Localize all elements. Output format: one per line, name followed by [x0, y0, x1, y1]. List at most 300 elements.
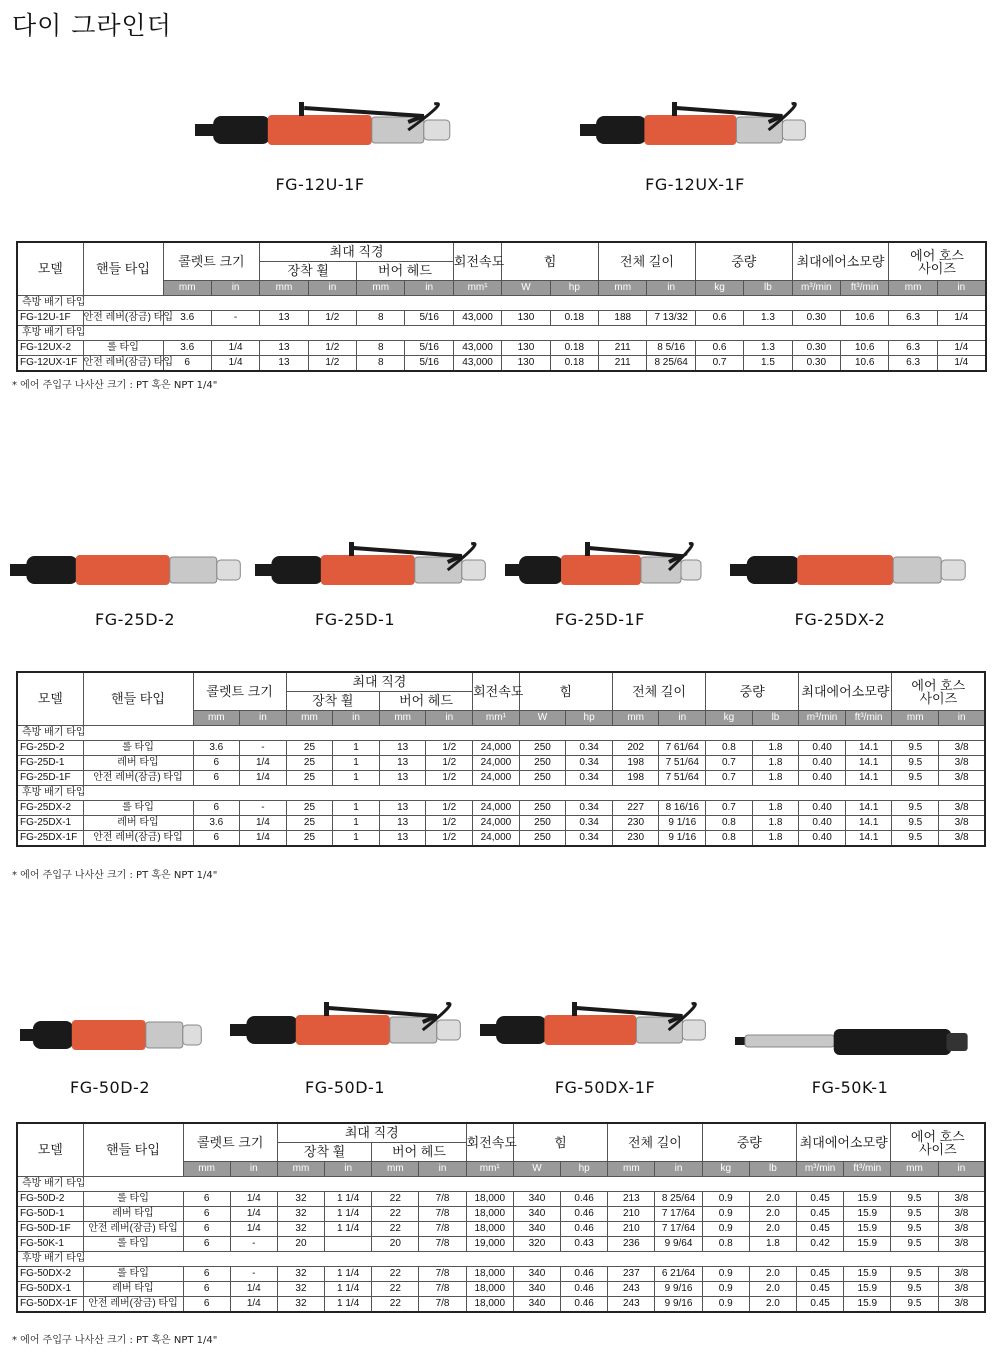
value-cell: 198 [612, 756, 659, 771]
table-row [17, 816, 985, 831]
value-cell: 236 [608, 1237, 655, 1252]
value-cell: 0.46 [561, 1282, 608, 1297]
value-cell: 0.40 [799, 756, 846, 771]
value-cell: 13 [379, 801, 426, 816]
handle-cell: 롤 타입 [83, 801, 193, 816]
value-cell: 3.6 [163, 341, 211, 356]
value-cell: 1 1/4 [325, 1207, 372, 1222]
model-cell: FG-12UX-2 [17, 341, 83, 356]
header-model: 모델 [17, 672, 83, 726]
value-cell: 9.5 [891, 1237, 938, 1252]
unit-cell: in [230, 1162, 277, 1177]
value-cell: 5/16 [405, 356, 453, 372]
value-cell: 8 25/64 [655, 1192, 702, 1207]
value-cell: 3/8 [938, 1267, 985, 1282]
value-cell: 250 [519, 831, 566, 847]
value-cell: 3/8 [939, 756, 986, 771]
value-cell: 1 [333, 756, 380, 771]
unit-cell: mm [599, 281, 647, 296]
model-cell: FG-50DX-1F [17, 1297, 83, 1313]
value-cell: 10.6 [841, 341, 889, 356]
value-cell: 1/4 [240, 771, 287, 786]
value-cell: 5/16 [405, 311, 453, 326]
header-power: 힘 [519, 672, 612, 711]
value-cell: 1/2 [426, 801, 473, 816]
unit-cell: mm [612, 711, 659, 726]
value-cell: 3/8 [939, 831, 986, 847]
lever-grinder-icon [505, 530, 705, 610]
value-cell: 32 [277, 1222, 324, 1237]
unit-cell: mm [183, 1162, 230, 1177]
value-cell: 7/8 [419, 1222, 466, 1237]
unit-cell: in [655, 1162, 702, 1177]
note-1: * 에어 주입구 나사산 크기 : PT 혹은 NPT 1/4" [12, 380, 218, 391]
value-cell: 0.40 [799, 741, 846, 756]
value-cell: 1 1/4 [325, 1297, 372, 1313]
value-cell: 10.6 [841, 356, 889, 372]
value-cell: 0.9 [702, 1207, 749, 1222]
value-cell: 9.5 [892, 801, 939, 816]
unit-cell: in [647, 281, 695, 296]
header-hose-line2: 사이즈 [918, 1141, 957, 1157]
value-cell: 0.45 [797, 1192, 844, 1207]
value-cell: 25 [286, 756, 333, 771]
lever-grinder-icon [255, 530, 490, 610]
value-cell: 22 [372, 1207, 419, 1222]
unit-cell: in [426, 711, 473, 726]
value-cell: 250 [519, 771, 566, 786]
value-cell: 0.34 [566, 801, 613, 816]
value-cell: 0.18 [550, 341, 598, 356]
header-weight: 중량 [702, 1123, 796, 1162]
handle-cell: 안전 레버(잠금) 타입 [83, 831, 193, 847]
header-length: 전체 길이 [612, 672, 705, 711]
header-speed: 회전속도 [466, 1123, 513, 1162]
value-cell: 230 [612, 816, 659, 831]
value-cell: 5/16 [405, 341, 453, 356]
value-cell: 9.5 [891, 1207, 938, 1222]
value-cell: 0.34 [566, 771, 613, 786]
value-cell: 25 [286, 816, 333, 831]
header-max-dia: 최대 직경 [286, 672, 472, 692]
value-cell: 43,000 [453, 356, 501, 372]
value-cell: 0.8 [706, 741, 753, 756]
model-cell: FG-25DX-1 [17, 816, 83, 831]
value-cell: 13 [260, 311, 308, 326]
value-cell: 0.40 [799, 816, 846, 831]
product-caption: FG-25D-2 [94, 610, 175, 629]
value-cell: 0.9 [702, 1282, 749, 1297]
product-caption: FG-50DX-1F [554, 1078, 656, 1097]
product-caption: FG-25D-1F [555, 610, 645, 629]
value-cell: 1/2 [426, 756, 473, 771]
value-cell: 3/8 [939, 816, 986, 831]
unit-cell: in [333, 711, 380, 726]
value-cell: 25 [286, 831, 333, 847]
value-cell: 15.9 [844, 1282, 891, 1297]
value-cell: 0.40 [799, 831, 846, 847]
value-cell: 1 1/4 [325, 1282, 372, 1297]
unit-cell: lb [749, 1162, 796, 1177]
unit-cell: mm [193, 711, 240, 726]
value-cell: 43,000 [453, 311, 501, 326]
value-cell: 211 [599, 356, 647, 372]
value-cell: 0.9 [702, 1297, 749, 1313]
value-cell: 8 16/16 [659, 801, 706, 816]
value-cell: 7 13/32 [647, 311, 695, 326]
value-cell: 2.0 [749, 1297, 796, 1313]
roll-grinder-icon [20, 995, 205, 1075]
unit-cell: ft³/min [841, 281, 889, 296]
value-cell: - [230, 1267, 277, 1282]
handle-cell: 롤 타입 [83, 1237, 183, 1252]
table-row [17, 341, 986, 356]
value-cell: 25 [286, 801, 333, 816]
value-cell: 24,000 [473, 741, 520, 756]
group-label: 측방 배기 타입 [17, 296, 986, 311]
table-row [17, 741, 985, 756]
value-cell: 15.9 [844, 1192, 891, 1207]
value-cell: 9.5 [891, 1222, 938, 1237]
lever-grinder-icon [195, 90, 455, 170]
header-handle: 핸들 타입 [83, 242, 163, 296]
header-length: 전체 길이 [599, 242, 696, 281]
value-cell: 6 21/64 [655, 1267, 702, 1282]
value-cell: 6 [193, 756, 240, 771]
model-cell: FG-50D-1F [17, 1222, 83, 1237]
unit-cell: mm [260, 281, 308, 296]
value-cell: 130 [502, 356, 550, 372]
value-cell: 0.9 [702, 1267, 749, 1282]
value-cell: 24,000 [473, 771, 520, 786]
unit-cell: in [405, 281, 453, 296]
group-row [17, 786, 985, 801]
unit-cell: mm [277, 1162, 324, 1177]
unit-cell: mm [286, 711, 333, 726]
header-air: 최대에어소모량 [792, 242, 889, 281]
header-hose-line1: 에어 호스 [910, 247, 964, 263]
note-2: * 에어 주입구 나사산 크기 : PT 혹은 NPT 1/4" [12, 870, 218, 881]
header-handle: 핸들 타입 [83, 672, 193, 726]
table-row [17, 801, 985, 816]
value-cell: 18,000 [466, 1192, 513, 1207]
value-cell: 1.8 [749, 1237, 796, 1252]
value-cell: 1 [333, 801, 380, 816]
value-cell: 1/4 [937, 356, 985, 372]
unit-cell: mm [163, 281, 211, 296]
value-cell: 1 1/4 [325, 1267, 372, 1282]
value-cell: 1.8 [752, 756, 799, 771]
value-cell: 9.5 [891, 1297, 938, 1313]
group-label: 측방 배기 타입 [17, 1177, 985, 1192]
value-cell: 0.46 [561, 1267, 608, 1282]
value-cell: 0.45 [797, 1297, 844, 1313]
value-cell: 25 [286, 771, 333, 786]
value-cell: 0.18 [550, 311, 598, 326]
value-cell: 3/8 [938, 1282, 985, 1297]
value-cell: 14.1 [845, 756, 892, 771]
value-cell: 9 9/16 [655, 1282, 702, 1297]
handle-cell: 롤 타입 [83, 341, 163, 356]
unit-cell: kg [702, 1162, 749, 1177]
value-cell: 13 [379, 831, 426, 847]
value-cell: 250 [519, 756, 566, 771]
value-cell: 243 [608, 1282, 655, 1297]
table-row [17, 1282, 985, 1297]
value-cell: 1/4 [240, 831, 287, 847]
value-cell: 1/2 [426, 831, 473, 847]
value-cell: 15.9 [844, 1267, 891, 1282]
value-cell: 1/4 [230, 1192, 277, 1207]
value-cell: 2.0 [749, 1267, 796, 1282]
header-wheel: 장착 휠 [260, 262, 357, 281]
value-cell: 2.0 [749, 1282, 796, 1297]
unit-cell: mm¹ [473, 711, 520, 726]
value-cell: 340 [513, 1207, 560, 1222]
value-cell: 1/4 [230, 1207, 277, 1222]
value-cell: 14.1 [845, 741, 892, 756]
value-cell: - [240, 741, 287, 756]
lever-grinder-icon [480, 990, 710, 1070]
group-row [17, 326, 986, 341]
value-cell: 250 [519, 741, 566, 756]
handle-cell: 레버 타입 [83, 1282, 183, 1297]
header-speed: 회전속도 [453, 242, 501, 281]
value-cell: 250 [519, 816, 566, 831]
model-cell: FG-50K-1 [17, 1237, 83, 1252]
value-cell: 210 [608, 1222, 655, 1237]
value-cell: 0.7 [695, 356, 743, 372]
handle-cell: 안전 레버(잠금) 타입 [83, 356, 163, 372]
value-cell: 8 [357, 356, 405, 372]
header-air: 최대에어소모량 [799, 672, 892, 711]
value-cell: 43,000 [453, 341, 501, 356]
value-cell: 3/8 [938, 1237, 985, 1252]
unit-cell: mm [892, 711, 939, 726]
value-cell: 340 [513, 1192, 560, 1207]
value-cell: 1.3 [744, 341, 792, 356]
header-hose [892, 672, 985, 711]
value-cell: 9.5 [892, 816, 939, 831]
model-cell: FG-25D-1 [17, 756, 83, 771]
unit-cell: in [419, 1162, 466, 1177]
value-cell: 130 [502, 311, 550, 326]
value-cell: 3/8 [939, 741, 986, 756]
handle-cell: 안전 레버(잠금) 타입 [83, 1297, 183, 1313]
value-cell: 7/8 [419, 1192, 466, 1207]
unit-cell: mm [357, 281, 405, 296]
value-cell: 1/4 [230, 1222, 277, 1237]
value-cell: 188 [599, 311, 647, 326]
value-cell: 227 [612, 801, 659, 816]
value-cell: 1/2 [426, 771, 473, 786]
value-cell: 6.3 [889, 341, 937, 356]
handle-cell: 롤 타입 [83, 741, 193, 756]
value-cell: 211 [599, 341, 647, 356]
value-cell: 6 [163, 356, 211, 372]
value-cell: 7/8 [419, 1267, 466, 1282]
value-cell: 1/2 [426, 816, 473, 831]
value-cell: 320 [513, 1237, 560, 1252]
group-label: 후방 배기 타입 [17, 786, 985, 801]
value-cell: 6 [193, 801, 240, 816]
value-cell: 13 [379, 756, 426, 771]
unit-cell: m³/min [792, 281, 840, 296]
value-cell: 1/4 [240, 816, 287, 831]
value-cell: 7 51/64 [659, 771, 706, 786]
value-cell: 237 [608, 1267, 655, 1282]
extension-grinder-icon [735, 1005, 970, 1085]
value-cell: 0.45 [797, 1282, 844, 1297]
value-cell: 24,000 [473, 801, 520, 816]
group-label: 후방 배기 타입 [17, 326, 986, 341]
note-3: * 에어 주입구 나사산 크기 : PT 혹은 NPT 1/4" [12, 1335, 218, 1346]
value-cell: 0.7 [706, 756, 753, 771]
value-cell: 6 [193, 831, 240, 847]
value-cell: 0.6 [695, 311, 743, 326]
value-cell: 3/8 [938, 1297, 985, 1313]
value-cell: 15.9 [844, 1297, 891, 1313]
value-cell: 0.45 [797, 1222, 844, 1237]
value-cell: 6 [183, 1222, 230, 1237]
value-cell: 7 61/64 [659, 741, 706, 756]
unit-cell: mm [372, 1162, 419, 1177]
model-cell: FG-50DX-1 [17, 1282, 83, 1297]
unit-cell: lb [752, 711, 799, 726]
value-cell: 1/4 [211, 341, 259, 356]
value-cell: 0.34 [566, 816, 613, 831]
value-cell: 14.1 [845, 831, 892, 847]
value-cell: 3.6 [193, 816, 240, 831]
value-cell: 213 [608, 1192, 655, 1207]
spec-table [16, 1122, 986, 1313]
model-cell: FG-25D-2 [17, 741, 83, 756]
value-cell: 7/8 [419, 1207, 466, 1222]
handle-cell: 레버 타입 [83, 816, 193, 831]
value-cell: 340 [513, 1297, 560, 1313]
value-cell: 0.7 [706, 801, 753, 816]
table-row [17, 1237, 985, 1252]
handle-cell: 안전 레버(잠금) 타입 [83, 1222, 183, 1237]
value-cell: 0.8 [702, 1237, 749, 1252]
value-cell: 2.0 [749, 1222, 796, 1237]
value-cell: 3/8 [939, 801, 986, 816]
handle-cell: 안전 레버(잠금) 타입 [83, 311, 163, 326]
value-cell: 3/8 [938, 1207, 985, 1222]
value-cell: 2.0 [749, 1207, 796, 1222]
value-cell: 1/2 [308, 356, 356, 372]
value-cell: 1/4 [937, 311, 985, 326]
value-cell: 3/8 [939, 771, 986, 786]
handle-cell: 안전 레버(잠금) 타입 [83, 771, 193, 786]
header-wheel: 장착 휠 [286, 692, 379, 711]
value-cell: 1.8 [752, 831, 799, 847]
value-cell: 0.6 [695, 341, 743, 356]
value-cell: - [240, 801, 287, 816]
header-air: 최대에어소모량 [797, 1123, 891, 1162]
value-cell: 3/8 [938, 1192, 985, 1207]
value-cell: 18,000 [466, 1282, 513, 1297]
unit-cell: hp [561, 1162, 608, 1177]
unit-cell: in [308, 281, 356, 296]
handle-cell: 레버 타입 [83, 756, 193, 771]
unit-cell: hp [550, 281, 598, 296]
value-cell: 8 5/16 [647, 341, 695, 356]
value-cell: 24,000 [473, 816, 520, 831]
unit-cell: in [659, 711, 706, 726]
header-burr: 버어 헤드 [372, 1143, 466, 1162]
value-cell [325, 1237, 372, 1252]
header-collet: 콜렛트 크기 [193, 672, 286, 711]
value-cell: 6.3 [889, 311, 937, 326]
handle-cell: 롤 타입 [83, 1192, 183, 1207]
group-row [17, 726, 985, 741]
roll-grinder-icon [730, 530, 970, 610]
lever-grinder-icon [580, 90, 810, 170]
value-cell: 1 [333, 816, 380, 831]
value-cell: 14.1 [845, 801, 892, 816]
value-cell: 1.3 [744, 311, 792, 326]
table-row [17, 831, 985, 847]
value-cell: 1.8 [752, 741, 799, 756]
value-cell: 0.8 [706, 831, 753, 847]
value-cell: 3.6 [193, 741, 240, 756]
value-cell: 6 [193, 771, 240, 786]
product-caption: FG-25DX-2 [794, 610, 886, 629]
value-cell: 0.34 [566, 741, 613, 756]
value-cell: 1 1/4 [325, 1222, 372, 1237]
header-collet: 콜렛트 크기 [183, 1123, 277, 1162]
table-row [17, 771, 985, 786]
product-caption: FG-50D-1 [304, 1078, 385, 1097]
header-hose-line2: 사이즈 [919, 690, 958, 706]
value-cell: 18,000 [466, 1222, 513, 1237]
value-cell: 15.9 [844, 1222, 891, 1237]
value-cell: 20 [277, 1237, 324, 1252]
value-cell: 340 [513, 1222, 560, 1237]
value-cell: 9 9/64 [655, 1237, 702, 1252]
table-row [17, 756, 985, 771]
value-cell: 198 [612, 771, 659, 786]
value-cell: 340 [513, 1282, 560, 1297]
product-caption: FG-50D-2 [69, 1078, 150, 1097]
model-cell: FG-25D-1F [17, 771, 83, 786]
table-row [17, 1267, 985, 1282]
value-cell: 7/8 [419, 1297, 466, 1313]
value-cell: 7/8 [419, 1237, 466, 1252]
value-cell: 20 [372, 1237, 419, 1252]
table-row [17, 1192, 985, 1207]
header-hose-line1: 에어 호스 [911, 677, 966, 693]
model-cell: FG-12U-1F [17, 311, 83, 326]
header-hose-line2: 사이즈 [918, 260, 956, 276]
model-cell: FG-12UX-1F [17, 356, 83, 372]
value-cell: 0.46 [561, 1297, 608, 1313]
value-cell: 6 [183, 1237, 230, 1252]
roll-grinder-icon [10, 530, 245, 610]
value-cell: 0.8 [706, 816, 753, 831]
model-cell: FG-50D-2 [17, 1192, 83, 1207]
value-cell: 1.5 [744, 356, 792, 372]
group-row [17, 1177, 985, 1192]
product-caption: FG-25D-1 [314, 610, 395, 629]
group-label: 후방 배기 타입 [17, 1252, 985, 1267]
value-cell: 22 [372, 1222, 419, 1237]
table-row [17, 1297, 985, 1313]
value-cell: 9.5 [892, 741, 939, 756]
model-cell: FG-50D-1 [17, 1207, 83, 1222]
value-cell: 2.0 [749, 1192, 796, 1207]
